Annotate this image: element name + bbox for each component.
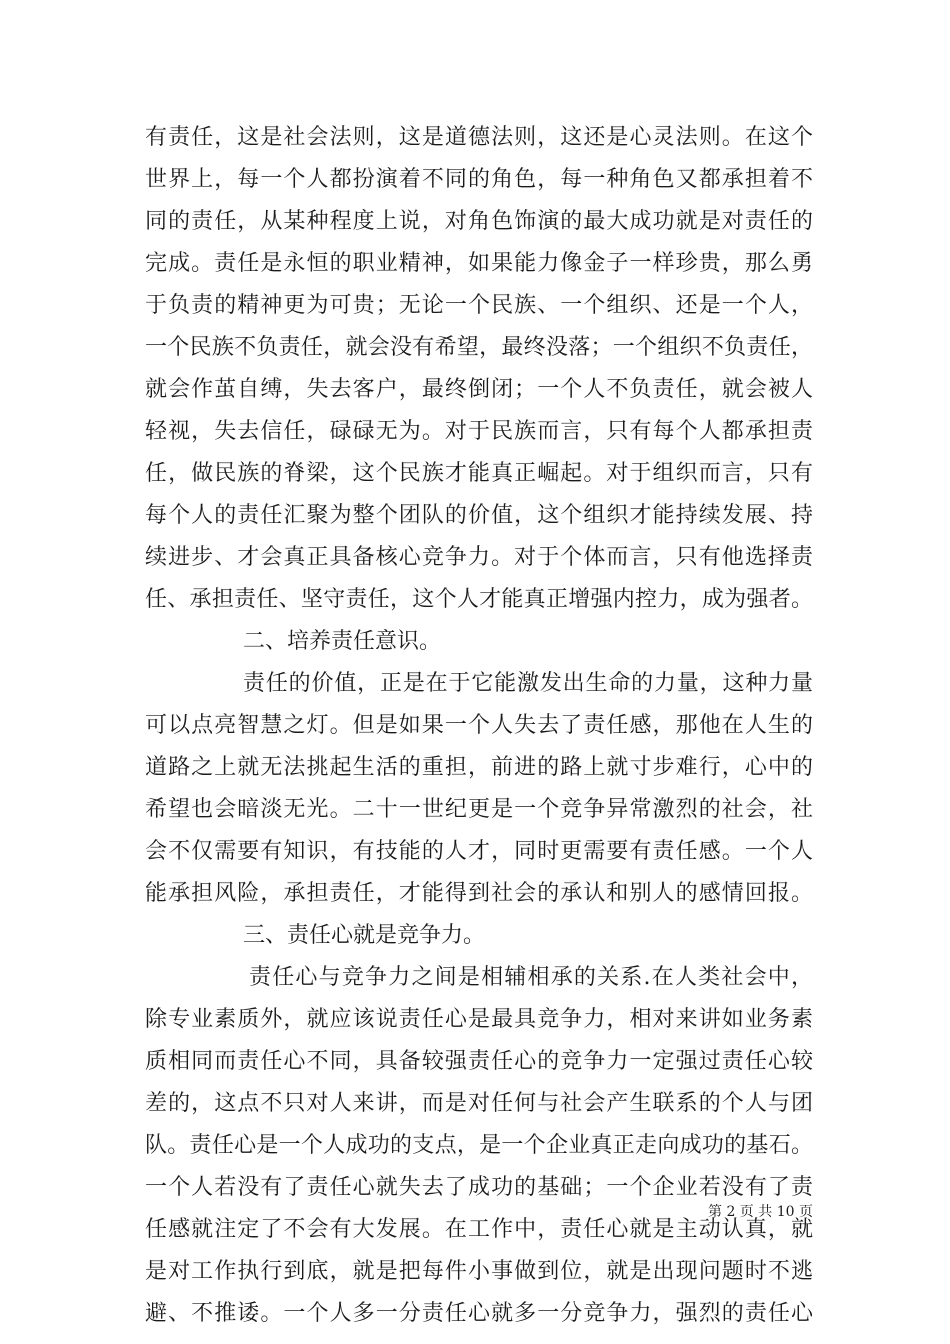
document-body <box>145 117 813 1335</box>
text-line: 世界上，每一个人都扮演着不同的角色，每一种角色又都承担着不 <box>145 167 813 192</box>
section-heading: 二、培养责任意识。 <box>243 629 442 654</box>
text-line: 责任的价值，正是在于它能激发出生命的力量，这种力量 <box>243 671 813 696</box>
text-line: 能承担风险，承担责任，才能得到社会的承认和别人的感情回报。 <box>145 881 813 906</box>
section-heading: 三、责任心就是竞争力。 <box>243 923 486 948</box>
text-line: 会不仅需要有知识，有技能的人才，同时更需要有责任感。一个人 <box>145 839 813 864</box>
text-line: 避、不推诿。一个人多一分责任心就多一分竞争力，强烈的责任心 <box>145 1301 813 1326</box>
text-line: 就会作茧自缚，失去客户，最终倒闭；一个人不负责任，就会被人 <box>145 377 813 402</box>
text-line: 质相同而责任心不同，具备较强责任心的竞争力一定强过责任心较 <box>145 1049 813 1074</box>
text-line: 有责任，这是社会法则，这是道德法则，这还是心灵法则。在这个 <box>145 125 813 150</box>
text-line: 轻视，失去信任，碌碌无为。对于民族而言，只有每个人都承担责 <box>145 419 813 444</box>
text-line: 任感就注定了不会有大发展。在工作中，责任心就是主动认真，就 <box>145 1217 813 1242</box>
text-line: 每个人的责任汇聚为整个团队的价值，这个组织才能持续发展、持 <box>145 503 813 528</box>
text-line: 完成。责任是永恒的职业精神，如果能力像金子一样珍贵，那么勇 <box>145 251 813 276</box>
text-line: 同的责任，从某种程度上说，对角色饰演的最大成功就是对责任的 <box>145 209 813 234</box>
text-line: 差的，这点不只对人来讲，而是对任何与社会产生联系的个人与团 <box>145 1091 813 1116</box>
page-number-footer: 第 2 页 共 10 页 <box>708 1204 813 1220</box>
text-line: 一个民族不负责任，就会没有希望，最终没落；一个组织不负责任， <box>145 335 813 360</box>
text-line: 任、承担责任、坚守责任，这个人才能真正增强内控力，成为强者。 <box>145 587 813 612</box>
text-line: 任，做民族的脊梁，这个民族才能真正崛起。对于组织而言，只有 <box>145 461 813 486</box>
text-line: 道路之上就无法挑起生活的重担，前进的路上就寸步难行，心中的 <box>145 755 813 780</box>
text-line: 于负责的精神更为可贵；无论一个民族、一个组织、还是一个人， <box>145 293 813 318</box>
text-line: 一个人若没有了责任心就失去了成功的基础；一个企业若没有了责 <box>145 1175 813 1200</box>
text-line: 可以点亮智慧之灯。但是如果一个人失去了责任感，那他在人生的 <box>145 713 813 738</box>
text-line: 除专业素质外，就应该说责任心是最具竞争力，相对来讲如业务素 <box>145 1007 813 1032</box>
text-line: 续进步、才会真正具备核心竞争力。对于个体而言，只有他选择责 <box>145 545 813 570</box>
text-line: 希望也会暗淡无光。二十一世纪更是一个竞争异常激烈的社会，社 <box>145 797 813 822</box>
text-line: 队。责任心是一个人成功的支点，是一个企业真正走向成功的基石。 <box>145 1133 813 1158</box>
text-line: 责任心与竞争力之间是相辅相承的关系.在人类社会中， <box>249 965 813 990</box>
text-line: 是对工作执行到底，就是把每件小事做到位，就是出现问题时不逃 <box>145 1259 813 1284</box>
